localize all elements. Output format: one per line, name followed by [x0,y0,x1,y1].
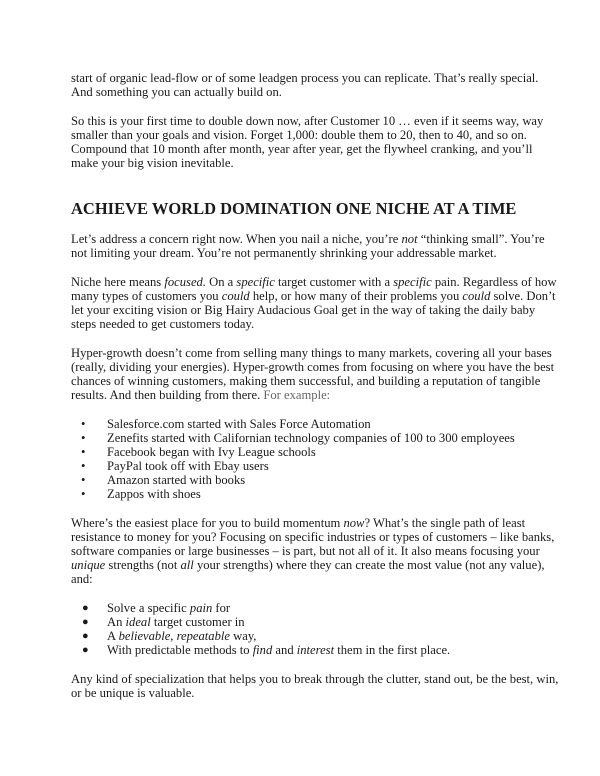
italic-text: specific [236,274,275,289]
text-line [71,128,541,142]
text-run: Facebook began with Ivy League schools [107,445,316,460]
list-item [71,615,541,629]
text-line [71,232,545,247]
section-heading: ACHIEVE WORLD DOMINATION ONE NICHE AT A TIME [71,199,517,219]
italic-text: could [221,289,250,304]
list-item [71,459,541,473]
text-run: Zappos with shoes [107,487,201,502]
text-run: Let’s address a concern right now. When you nail a niche, you’re [71,232,402,247]
list-item [71,643,541,657]
text-run: steps needed to get customers today. [71,317,255,332]
text-run: them in the first place. [334,643,451,658]
text-run: Amazon started with books [107,473,246,488]
paragraph [71,113,544,171]
text-line [71,156,541,170]
text-run: An [107,615,126,630]
text-run: ? What’s the single path of least [364,516,526,531]
text-run: (really, dividing your energies). Hyper-growth comes from focusing on where you have the best [71,360,555,374]
bullet-marker: ● [82,602,89,615]
text-run: On a [205,274,237,289]
text-line [71,388,541,402]
text-line [71,317,541,331]
text-run: target customer with a [274,274,394,289]
text-run: results. And then building from there. [71,388,264,403]
text-line [71,274,557,289]
bullet-list [71,417,541,502]
text-run: pain. Regardless of how [431,274,557,289]
text-run: help, or how many of their problems you [249,289,463,304]
text-run: solve. Don’t [490,289,556,304]
text-run: A [107,629,119,644]
text-line [71,686,541,700]
text-line [71,246,541,260]
bullet-marker: • [81,459,86,474]
paragraph [71,232,545,261]
text-run: start of organic lead-flow or of some leadgen process you can replicate. That’s really special. [71,71,539,85]
text-run: “thinking small”. You’re [417,232,545,247]
text-run: way, [230,629,257,644]
italic-text: interest [296,643,335,658]
paragraph [71,71,541,99]
text-line [71,85,541,99]
list-item [71,431,541,445]
text-run: for [212,601,231,616]
paragraph [71,672,559,701]
list-item [71,629,541,643]
list-item [71,417,541,431]
text-line [71,113,544,128]
text-line [71,530,555,545]
italic-text: now [343,516,365,531]
text-run: not limiting your dream. You’re not permanently shrinking your addressable market. [71,246,497,261]
bullet-list [71,601,541,657]
list-item [71,487,541,501]
text-run: or be unique is valuable. [71,686,195,701]
text-run: Any kind of specialization that helps you to break through the clutter, stand out, be the best, win, [71,672,559,687]
text-run: And something you can actually build on. [71,85,282,100]
list-item [71,473,541,487]
paragraph [71,345,555,403]
text-line [71,516,541,530]
text-run: chances of winning customers, making them successful, and building a reputation of tangible [71,374,541,389]
italic-text: focused. [164,274,206,289]
text-run: PayPal took off with Ebay users [107,459,269,474]
text-line [71,374,541,388]
text-run: your strengths) where they can create the most value (not any value), [193,558,545,573]
text-line [71,303,541,317]
text-run: target customer in [150,615,245,630]
paragraph [71,516,555,587]
list-item [71,601,541,615]
text-run: and: [71,572,93,587]
text-run: Zenefits started with Californian technology companies of 100 to 300 employees [107,430,515,445]
paragraph [71,274,557,332]
text-line [71,544,541,558]
text-line [71,345,552,360]
italic-text: not [401,232,418,247]
italic-text: specific [393,274,432,289]
text-run: With predictable methods to [107,643,253,658]
text-run: let your exciting vision or Big Hairy Audacious Goal get in the way of taking the daily baby [71,303,536,318]
text-run: smaller than your goals and vision. Forget 1,000: double them to 20, then to 40, and so on. [71,127,527,142]
text-run: and [272,643,297,658]
text-line [71,572,541,586]
text-line [71,558,545,573]
bullet-marker: ● [82,616,89,629]
text-run: Where’s the easiest place for you to build momentum [71,516,344,531]
text-run: So this is your first time to double down now, after Customer 10 … even if it seems way, way [71,113,544,128]
text-run: For example: [263,388,331,403]
document-page [71,71,559,715]
text-run: Compound that 10 month after month, year after year, get the flywheel cranking, and you’ll [71,141,533,156]
text-run: resistance to money for you? Focusing on specific industries or types of customers – like banks, [71,530,555,545]
text-line [71,142,541,156]
text-run: strengths (not [105,558,181,573]
text-line [71,360,555,374]
text-run: Niche here means [71,274,165,289]
bullet-marker: • [81,473,86,488]
italic-text: find [252,643,273,658]
italic-text: all [180,558,194,573]
italic-text: ideal [125,615,151,630]
text-line [71,71,541,85]
bullet-marker: • [81,430,86,445]
text-line [71,289,556,304]
italic-text: could [462,289,491,304]
text-run: software companies or large businesses – is part, but not all of it. It also means focusing your [71,544,540,559]
bullet-marker: ● [82,644,89,657]
italic-text: pain [189,601,213,616]
text-run: Solve a specific [107,601,190,616]
text-run: many types of customers you [71,289,222,304]
bullet-marker: • [81,487,86,502]
bullet-marker: ● [82,630,89,643]
text-run: Salesforce.com started with Sales Force Automation [107,416,371,431]
text-line [71,672,559,687]
bullet-marker: • [81,445,86,460]
text-run: Hyper-growth doesn’t come from selling many things to many markets, covering all your bases [71,345,552,360]
list-item [71,445,541,459]
bullet-marker: • [81,416,86,431]
italic-text: believable, repeatable [118,629,230,644]
italic-text: unique [71,558,106,573]
text-run: make your big vision inevitable. [71,156,234,171]
